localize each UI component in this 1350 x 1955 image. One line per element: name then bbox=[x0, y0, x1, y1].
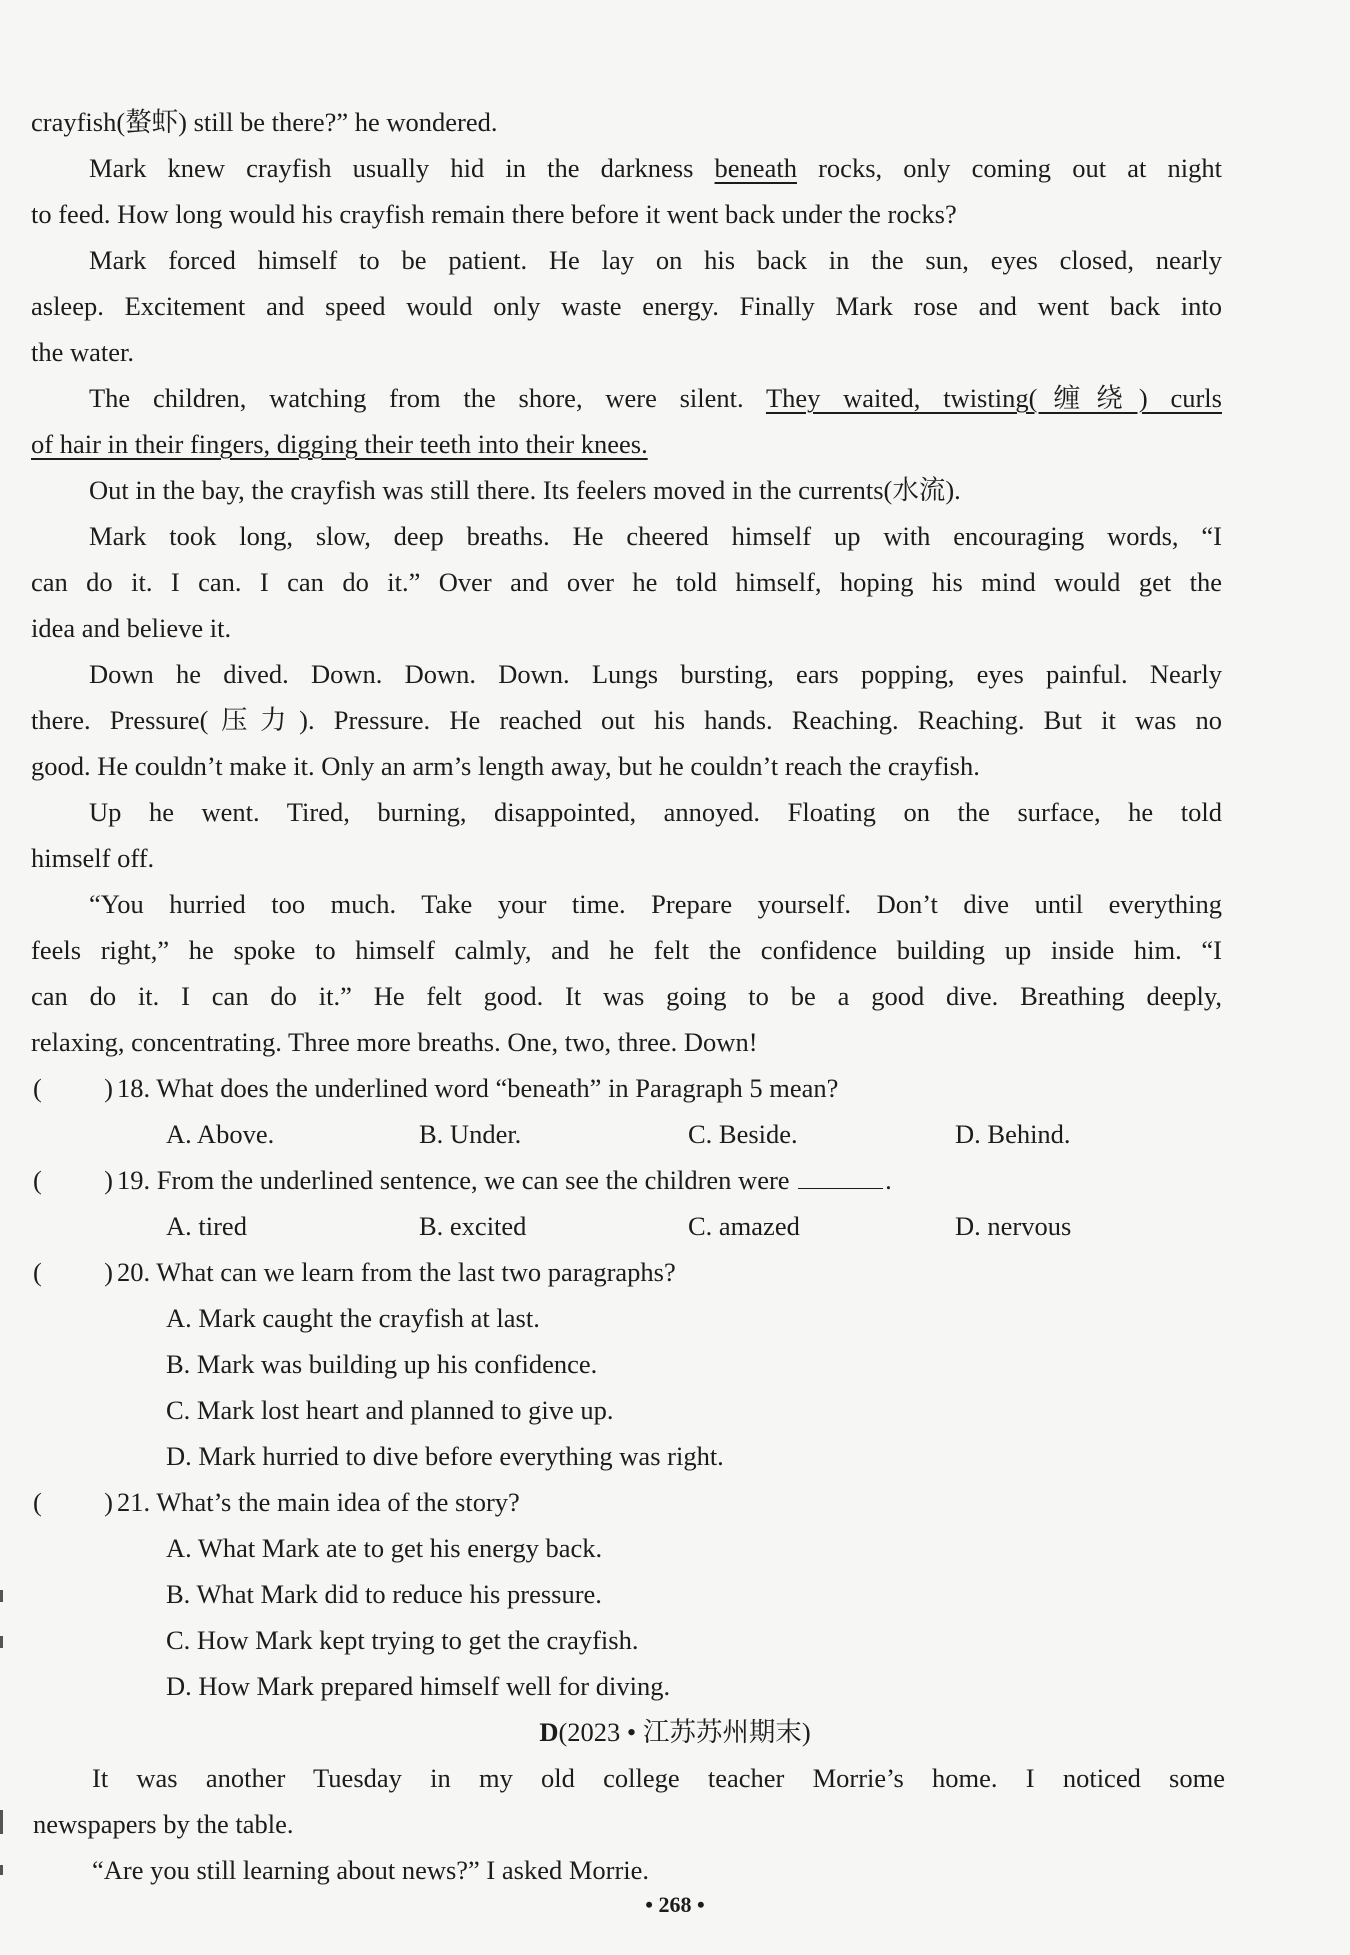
paragraph-line bbox=[31, 835, 1222, 881]
paragraph-text: Down he dived. Down. Down. Down. Lungs bursting, ears popping, eyes painful. Nearly bbox=[89, 659, 1222, 689]
question-stem bbox=[117, 1157, 892, 1203]
paragraph-line bbox=[92, 1847, 1225, 1893]
underlined-sentence: They waited, twisting(缠绕) curls bbox=[765, 383, 1222, 413]
question-18 bbox=[0, 1065, 1350, 1111]
question-19-options bbox=[0, 1203, 1350, 1249]
option-b: B. Under. bbox=[419, 1119, 522, 1149]
option-text: D. How Mark prepared himself well for diving. bbox=[166, 1671, 671, 1701]
paragraph-text: the water. bbox=[31, 337, 135, 367]
paragraph-text: to feed. How long would his crayfish remain there before it went back under the rocks? bbox=[31, 199, 957, 229]
paren-open: ( bbox=[33, 1165, 42, 1195]
paragraph-line bbox=[89, 467, 1222, 513]
underlined-word-beneath: beneath bbox=[714, 153, 797, 183]
paragraph-text: newspapers by the table. bbox=[33, 1809, 294, 1839]
paragraph-text: Mark knew crayfish usually hid in the darkness bbox=[89, 153, 715, 183]
paragraph-line bbox=[89, 237, 1222, 283]
answer-blank-20[interactable] bbox=[33, 1249, 113, 1295]
paragraph-text: crayfish(螯虾) still be there?” he wondered. bbox=[31, 107, 498, 137]
paragraph-line bbox=[31, 1019, 1222, 1065]
paragraph-text: rocks, only coming out at night bbox=[796, 153, 1222, 183]
paren-close: ) bbox=[104, 1165, 113, 1195]
option-a: A. Above. bbox=[166, 1119, 275, 1149]
option-a: A. tired bbox=[166, 1211, 247, 1241]
paragraph-text: Up he went. Tired, burning, disappointed, annoyed. Floating on the surface, he told bbox=[89, 797, 1222, 827]
option-text: C. How Mark kept trying to get the crayfish. bbox=[166, 1625, 639, 1655]
section-heading-d bbox=[0, 1709, 1350, 1755]
option-text: B. Mark was building up his confidence. bbox=[166, 1349, 598, 1379]
paren-open: ( bbox=[33, 1257, 42, 1287]
option-text: C. Mark lost heart and planned to give up. bbox=[166, 1395, 614, 1425]
paren-close: ) bbox=[104, 1487, 113, 1517]
paragraph-line bbox=[92, 1755, 1225, 1801]
paragraph-line bbox=[89, 513, 1222, 559]
paragraph-line bbox=[89, 789, 1222, 835]
question-18-options bbox=[0, 1111, 1350, 1157]
question-21 bbox=[0, 1479, 1350, 1525]
section-source: (2023 • 江苏苏州期末) bbox=[558, 1717, 811, 1747]
answer-blank-21[interactable] bbox=[33, 1479, 113, 1525]
paragraph-line bbox=[31, 191, 1222, 237]
question-19 bbox=[0, 1157, 1350, 1203]
option-text: A. Mark caught the crayfish at last. bbox=[166, 1303, 540, 1333]
paragraph-line bbox=[89, 881, 1222, 927]
option-b bbox=[166, 1571, 1266, 1617]
scan-edge-mark bbox=[0, 1810, 3, 1834]
paragraph-text: himself off. bbox=[31, 843, 155, 873]
paren-close: ) bbox=[104, 1257, 113, 1287]
paragraph-text: good. He couldn’t make it. Only an arm’s length away, but he couldn’t reach the crayfish. bbox=[31, 751, 980, 781]
option-a bbox=[166, 1525, 1266, 1571]
paragraph-text: idea and believe it. bbox=[31, 613, 232, 643]
paragraph-line bbox=[31, 283, 1222, 329]
question-stem: 18. What does the underlined word “beneath” in Paragraph 5 mean? bbox=[117, 1073, 839, 1103]
question-stem-text: 19. From the underlined sentence, we can see the children were bbox=[117, 1165, 790, 1195]
option-text: D. Mark hurried to dive before everything was right. bbox=[166, 1441, 724, 1471]
option-text: B. What Mark did to reduce his pressure. bbox=[166, 1579, 602, 1609]
page-number: • 268 • bbox=[645, 1892, 705, 1917]
paragraph-line bbox=[31, 421, 1222, 467]
paragraph-text: asleep. Excitement and speed would only waste energy. Finally Mark rose and went back into bbox=[31, 291, 1222, 321]
fill-blank bbox=[798, 1160, 883, 1189]
option-d: D. nervous bbox=[955, 1211, 1072, 1241]
paragraph-text: relaxing, concentrating. Three more breaths. One, two, three. Down! bbox=[31, 1027, 758, 1057]
paragraph-text: can do it. I can. I can do it.” Over and over he told himself, hoping his mind would get the bbox=[31, 567, 1222, 597]
paragraph-line bbox=[31, 605, 1222, 651]
paragraph-text: The children, watching from the shore, were silent. bbox=[89, 383, 766, 413]
option-b bbox=[166, 1341, 1266, 1387]
paragraph-text: Out in the bay, the crayfish was still there. Its feelers moved in the currents(水流). bbox=[89, 475, 961, 505]
paragraph-text: “You hurried too much. Take your time. Prepare yourself. Don’t dive until everything bbox=[89, 889, 1222, 919]
answer-blank-18[interactable] bbox=[33, 1065, 113, 1111]
scan-edge-mark bbox=[0, 1865, 3, 1875]
paragraph-text: can do it. I can do it.” He felt good. It was going to be a good dive. Breathing deeply, bbox=[31, 981, 1222, 1011]
paragraph-line bbox=[89, 651, 1222, 697]
question-20 bbox=[0, 1249, 1350, 1295]
underlined-sentence: of hair in their fingers, digging their teeth into their knees. bbox=[31, 429, 648, 459]
paren-open: ( bbox=[33, 1487, 42, 1517]
paragraph-line bbox=[31, 743, 1222, 789]
paragraph-text: feels right,” he spoke to himself calmly, and he felt the confidence building up inside him. “I bbox=[31, 935, 1222, 965]
paragraph-text: Mark forced himself to be patient. He lay on his back in the sun, eyes closed, nearly bbox=[89, 245, 1222, 275]
answer-blank-19[interactable] bbox=[33, 1157, 113, 1203]
paren-open: ( bbox=[33, 1073, 42, 1103]
section-letter: D bbox=[539, 1717, 559, 1747]
option-d: D. Behind. bbox=[955, 1119, 1071, 1149]
option-c bbox=[166, 1617, 1266, 1663]
option-c: C. amazed bbox=[688, 1211, 800, 1241]
paragraph-line bbox=[31, 927, 1222, 973]
question-stem: 20. What can we learn from the last two paragraphs? bbox=[117, 1257, 676, 1287]
paragraph-line bbox=[89, 375, 1222, 421]
paragraph-line bbox=[0, 99, 1350, 145]
option-b: B. excited bbox=[419, 1211, 527, 1241]
paragraph-line bbox=[33, 1801, 1224, 1847]
paren-close: ) bbox=[104, 1073, 113, 1103]
option-c: C. Beside. bbox=[688, 1119, 798, 1149]
option-d bbox=[166, 1433, 1266, 1479]
paragraph-line bbox=[89, 145, 1222, 191]
paragraph-line bbox=[31, 973, 1222, 1019]
option-a bbox=[166, 1295, 1266, 1341]
paragraph-text: It was another Tuesday in my old college teacher Morrie’s home. I noticed some bbox=[92, 1763, 1225, 1793]
paragraph-line bbox=[31, 697, 1222, 743]
scan-edge-mark bbox=[0, 1590, 3, 1602]
paragraph-text: Mark took long, slow, deep breaths. He cheered himself up with encouraging words, “I bbox=[89, 521, 1222, 551]
option-text: A. What Mark ate to get his energy back. bbox=[166, 1533, 603, 1563]
scan-edge-mark bbox=[0, 1636, 3, 1648]
paragraph-line bbox=[31, 559, 1222, 605]
question-stem: 21. What’s the main idea of the story? bbox=[117, 1487, 520, 1517]
paragraph-line bbox=[31, 329, 1222, 375]
option-c bbox=[166, 1387, 1266, 1433]
option-d bbox=[166, 1663, 1266, 1709]
question-stem-text: . bbox=[885, 1165, 892, 1195]
paragraph-text: “Are you still learning about news?” I asked Morrie. bbox=[92, 1855, 650, 1885]
paragraph-text: there. Pressure(压力). Pressure. He reached out his hands. Reaching. Reaching. But it was no bbox=[31, 705, 1222, 735]
